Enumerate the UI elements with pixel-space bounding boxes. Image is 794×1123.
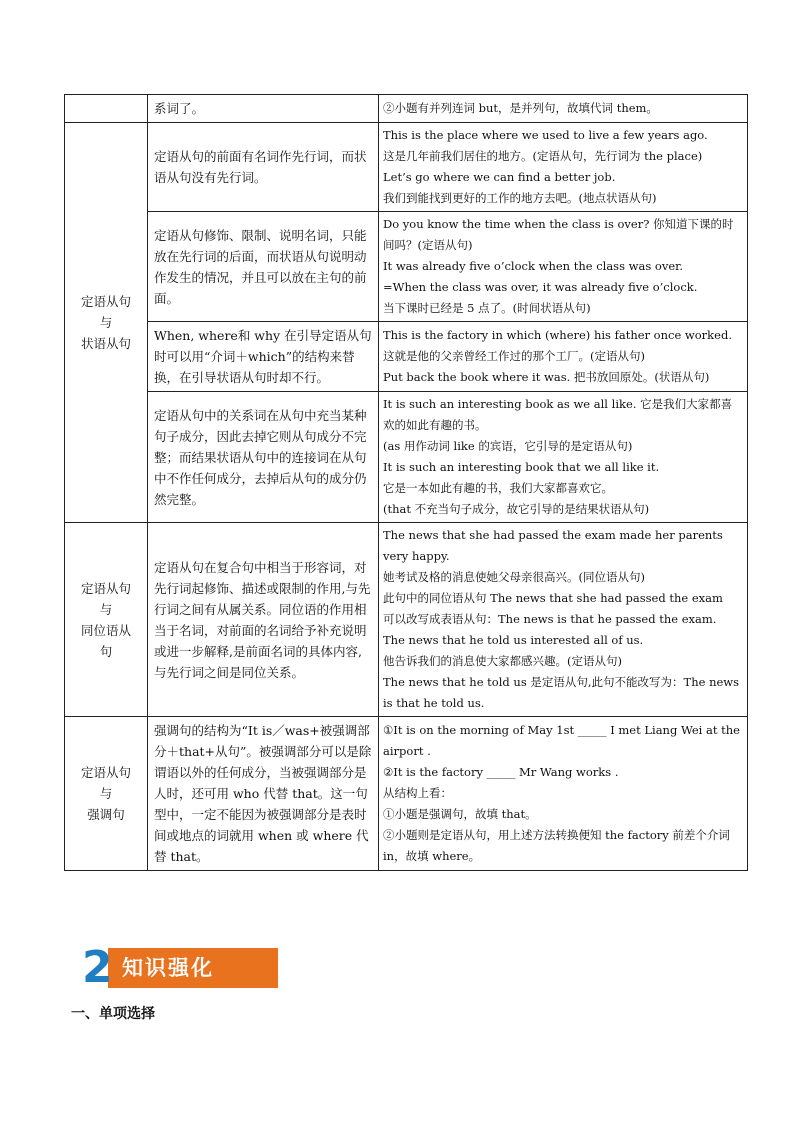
example-line: =When the class was over, it was already five o’clock. [383, 280, 698, 294]
section-title: 知识强化 [122, 956, 214, 980]
category-cell [65, 123, 148, 523]
table-row [65, 212, 748, 322]
example-line: The news that he told us 是定语从句,此句不能改写为：The news is that he told us. [383, 675, 740, 710]
explanation-cell: When, where和 why 在引导定语从句时可以用“介词＋which”的结构来替换，在引导状语从句时却不行。 [148, 322, 379, 392]
table-row [65, 322, 748, 392]
example-line: ①小题是强调句，故填 that。 [383, 807, 537, 821]
explanation-cell: 定语从句在复合句中相当于形容词，对先行词起修饰、描述或限制的作用,与先行词之间有从属关系。同位语的作用相当于名词，对前面的名词给予补充说明或进一步解释,是前面名词的具体内容,与先行词之间是同位关系。 [148, 523, 379, 717]
example-line: This is the factory in which (where) his father once worked. [383, 328, 732, 342]
example-line: ①It is on the morning of May 1st _____ I met Liang Wei at the airport . [383, 723, 740, 758]
section-title-bar [108, 948, 278, 988]
example-line: (as 用作动词 like 的宾语，它引导的是定语从句) [383, 439, 633, 453]
category-label: 同位语从 [80, 622, 131, 638]
category-label: 定语从句 [80, 765, 131, 780]
example-line: It is such an interesting book as we all like. 它是我们大家都喜欢的如此有趣的书。 [383, 397, 733, 432]
example-line: ②It is the factory _____ Mr Wang works . [383, 765, 619, 779]
category-label: 状语从句 [80, 336, 131, 351]
category-label: 与 [99, 315, 113, 330]
section-heading-badge [82, 942, 278, 993]
explanation-cell: 定语从句中的关系词在从句中充当某种句子成分，因此去掉它则从句成分不完整；而结果状语从句中的连接词在从句中不作任何成分，去掉后从句的成分仍然完整。 [148, 392, 379, 523]
example-line: 当下课时已经是 5 点了。(时间状语从句) [383, 301, 591, 315]
example-line: (that 不充当句子成分，故它引导的是结果状语从句) [383, 502, 650, 516]
explanation-cell: 强调句的结构为“It is／was+被强调部分＋that+从句”。被强调部分可以是除谓语以外的任何成分，当被强调部分是人时，还可用 who 代替 that。这一句型中，一定不能因为被强调部分是表时间或地点的词就用 when 或 where 代替 that。 [148, 717, 379, 871]
category-label: 与 [99, 601, 113, 617]
example-line: 此句中的同位语从句 The news that she had passed the exam [383, 591, 723, 605]
example-line: 他告诉我们的消息使大家都感兴趣。(定语从句) [383, 654, 622, 668]
explanation-cell: 系词了。 [148, 95, 379, 123]
example-line: The news that she had passed the exam made her parents very happy. [383, 528, 723, 563]
example-cell [379, 123, 748, 212]
example-line: 从结构上看： [383, 786, 452, 800]
example-line: Put back the book where it was. 把书放回原处。(状语从句) [383, 370, 710, 384]
example-cell [379, 523, 748, 717]
example-line: 这是几年前我们居住的地方。(定语从句，先行词为 the place) [383, 149, 703, 163]
category-label: 强调句 [87, 807, 125, 822]
example-cell [379, 322, 748, 392]
example-line: 这就是他的父亲曾经工作过的那个工厂。(定语从句) [383, 349, 645, 363]
example-line: 可以改写成表语从句：The news is that he passed the exam. [383, 612, 717, 626]
example-line: 我们到能找到更好的工作的地方去吧。(地点状语从句) [383, 191, 657, 205]
category-cell [65, 717, 148, 871]
explanation-cell: 定语从句的前面有名词作先行词，而状语从句没有先行词。 [148, 123, 379, 212]
example-line: Let’s go where we can find a better job. [383, 170, 616, 184]
category-cell [65, 95, 148, 123]
category-label: 定语从句 [80, 294, 131, 309]
category-label: 句 [99, 643, 113, 659]
section-number: 2 [82, 942, 113, 993]
example-line: Do you know the time when the class is over? 你知道下课的时间吗？(定语从句) [383, 217, 734, 252]
grammar-comparison-table [64, 94, 748, 871]
example-line: ②小题则是定语从句，用上述方法转换便知 the factory 前差个介词 in，故填 where。 [383, 828, 730, 863]
example-line: 她考试及格的消息使她父母亲很高兴。(同位语从句) [383, 570, 645, 584]
category-label: 定语从句 [80, 580, 131, 596]
table-row [65, 95, 748, 123]
explanation-cell: 定语从句修饰、限制、说明名词，只能放在先行词的后面，而状语从句说明动作发生的情况，并且可以放在主句的前面。 [148, 212, 379, 322]
table-row [65, 717, 748, 871]
example-cell [379, 212, 748, 322]
example-line: This is the place where we used to live a few years ago. [383, 128, 708, 142]
table-row [65, 523, 748, 717]
example-cell [379, 392, 748, 523]
example-cell [379, 717, 748, 871]
example-line: 它是一本如此有趣的书，我们大家都喜欢它。 [383, 481, 613, 495]
example-line: It is such an interesting book that we all like it. [383, 460, 660, 474]
example-cell: ②小题有并列连词 but，是并列句，故填代词 them。 [379, 95, 748, 123]
table-row [65, 392, 748, 523]
example-line: It was already five o’clock when the class was over. [383, 259, 684, 273]
example-line: The news that he told us interested all of us. [383, 633, 644, 647]
category-cell [65, 523, 148, 717]
category-label: 与 [99, 786, 113, 801]
subsection-heading: 一、单项选择 [71, 1006, 155, 1022]
table-row [65, 123, 748, 212]
